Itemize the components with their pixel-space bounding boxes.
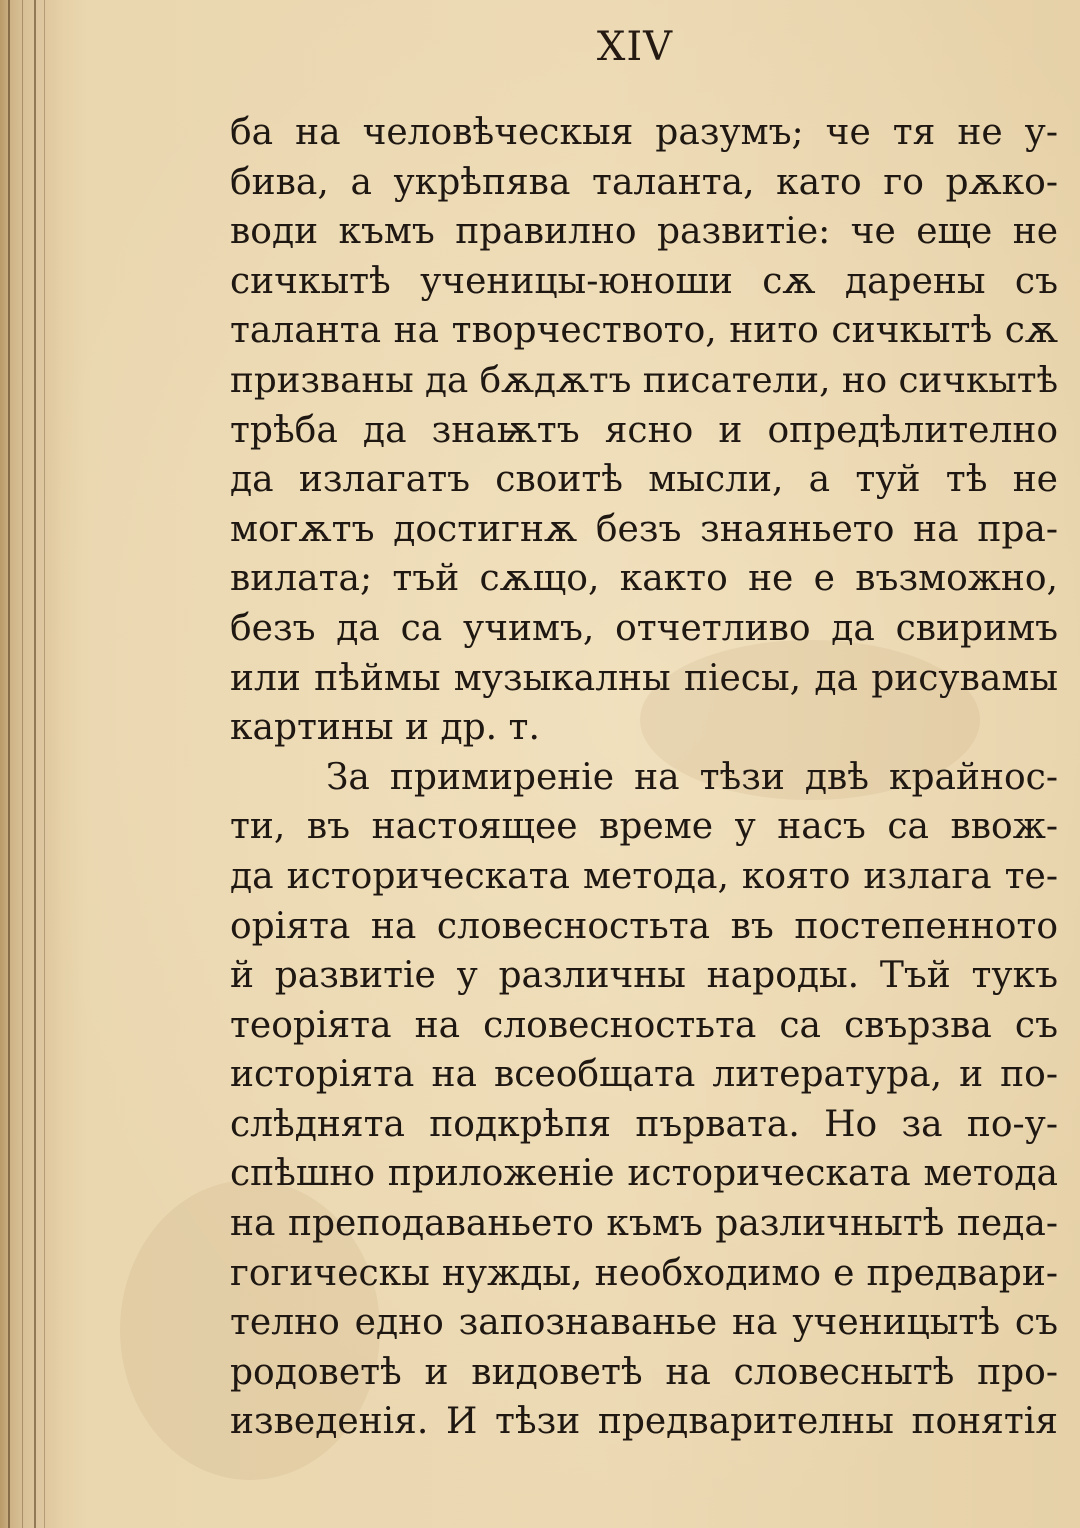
text-line: спѣшно приложеніе историческата метода	[230, 1153, 1058, 1195]
text-line: гогическы нужды, необходимо е предвари-	[230, 1252, 1058, 1294]
text-line: или пѣймы музыкалны піесы, да рисувамы	[230, 657, 1058, 699]
text-line: ти, въ настоящее време у насъ са ввож-	[230, 806, 1058, 848]
binding-line	[34, 0, 36, 1528]
text-line: исторіята на всеобщата литература, и по-	[230, 1054, 1058, 1096]
text-line: на преподаваньето къмъ различнытѣ педа-	[230, 1203, 1058, 1245]
text-line: трѣба да знаѭтъ ясно и опредѣлително	[230, 409, 1058, 451]
text-line: могѫтъ достигнѫ безъ знаяньето на пра-	[230, 508, 1058, 550]
text-line: оріята на словесностьта въ постепенното	[230, 905, 1058, 947]
text-line: родоветѣ и видоветѣ на словеснытѣ про-	[230, 1351, 1058, 1393]
page-number: XIV	[596, 24, 674, 70]
text-line: картины и др. т.	[230, 707, 540, 749]
text-line: призваны да бѫдѫтъ писатели, но сичкытѣ	[230, 359, 1059, 401]
text-line: да излагатъ своитѣ мысли, а туй тѣ не	[230, 459, 1058, 501]
binding-line	[44, 0, 45, 1528]
text-line: да историческата метода, която излага те-	[230, 855, 1058, 897]
text-line: изведенія. И тѣзи предварителны понятія	[230, 1401, 1058, 1443]
binding-line	[8, 0, 10, 1528]
text-line: телно едно запознаванье на ученицытѣ съ	[230, 1302, 1058, 1344]
text-line: безъ да са учимъ, отчетливо да свиримъ	[230, 607, 1058, 649]
text-line: вилата; тъй сѫщо, както не е възможно,	[230, 558, 1058, 600]
page-binding-edge	[0, 0, 62, 1528]
text-line: таланта на творчеството, нито сичкытѣ сѫ	[230, 310, 1058, 352]
text-line: ба на человѣческыя разумъ; че тя не у-	[230, 112, 1058, 153]
binding-line	[22, 0, 23, 1528]
body-text	[230, 108, 1058, 1447]
paragraph-first-line: За примиреніе на тѣзи двѣ крайнос-	[326, 756, 1058, 798]
text-line: теоріята на словесностьта са свързва съ	[230, 1004, 1058, 1046]
text-line: слѣднята подкрѣпя първата. Но за по-у-	[230, 1103, 1058, 1145]
text-line: води къмъ правилно развитіе: че еще не	[230, 211, 1058, 253]
text-line: бива, а укрѣпява таланта, като го рѫко-	[230, 161, 1058, 203]
text-line: й развитіе у различны народы. Тъй тукъ	[230, 955, 1058, 997]
text-line: сичкытѣ ученицы-юноши сѫ дарены съ	[230, 260, 1058, 302]
